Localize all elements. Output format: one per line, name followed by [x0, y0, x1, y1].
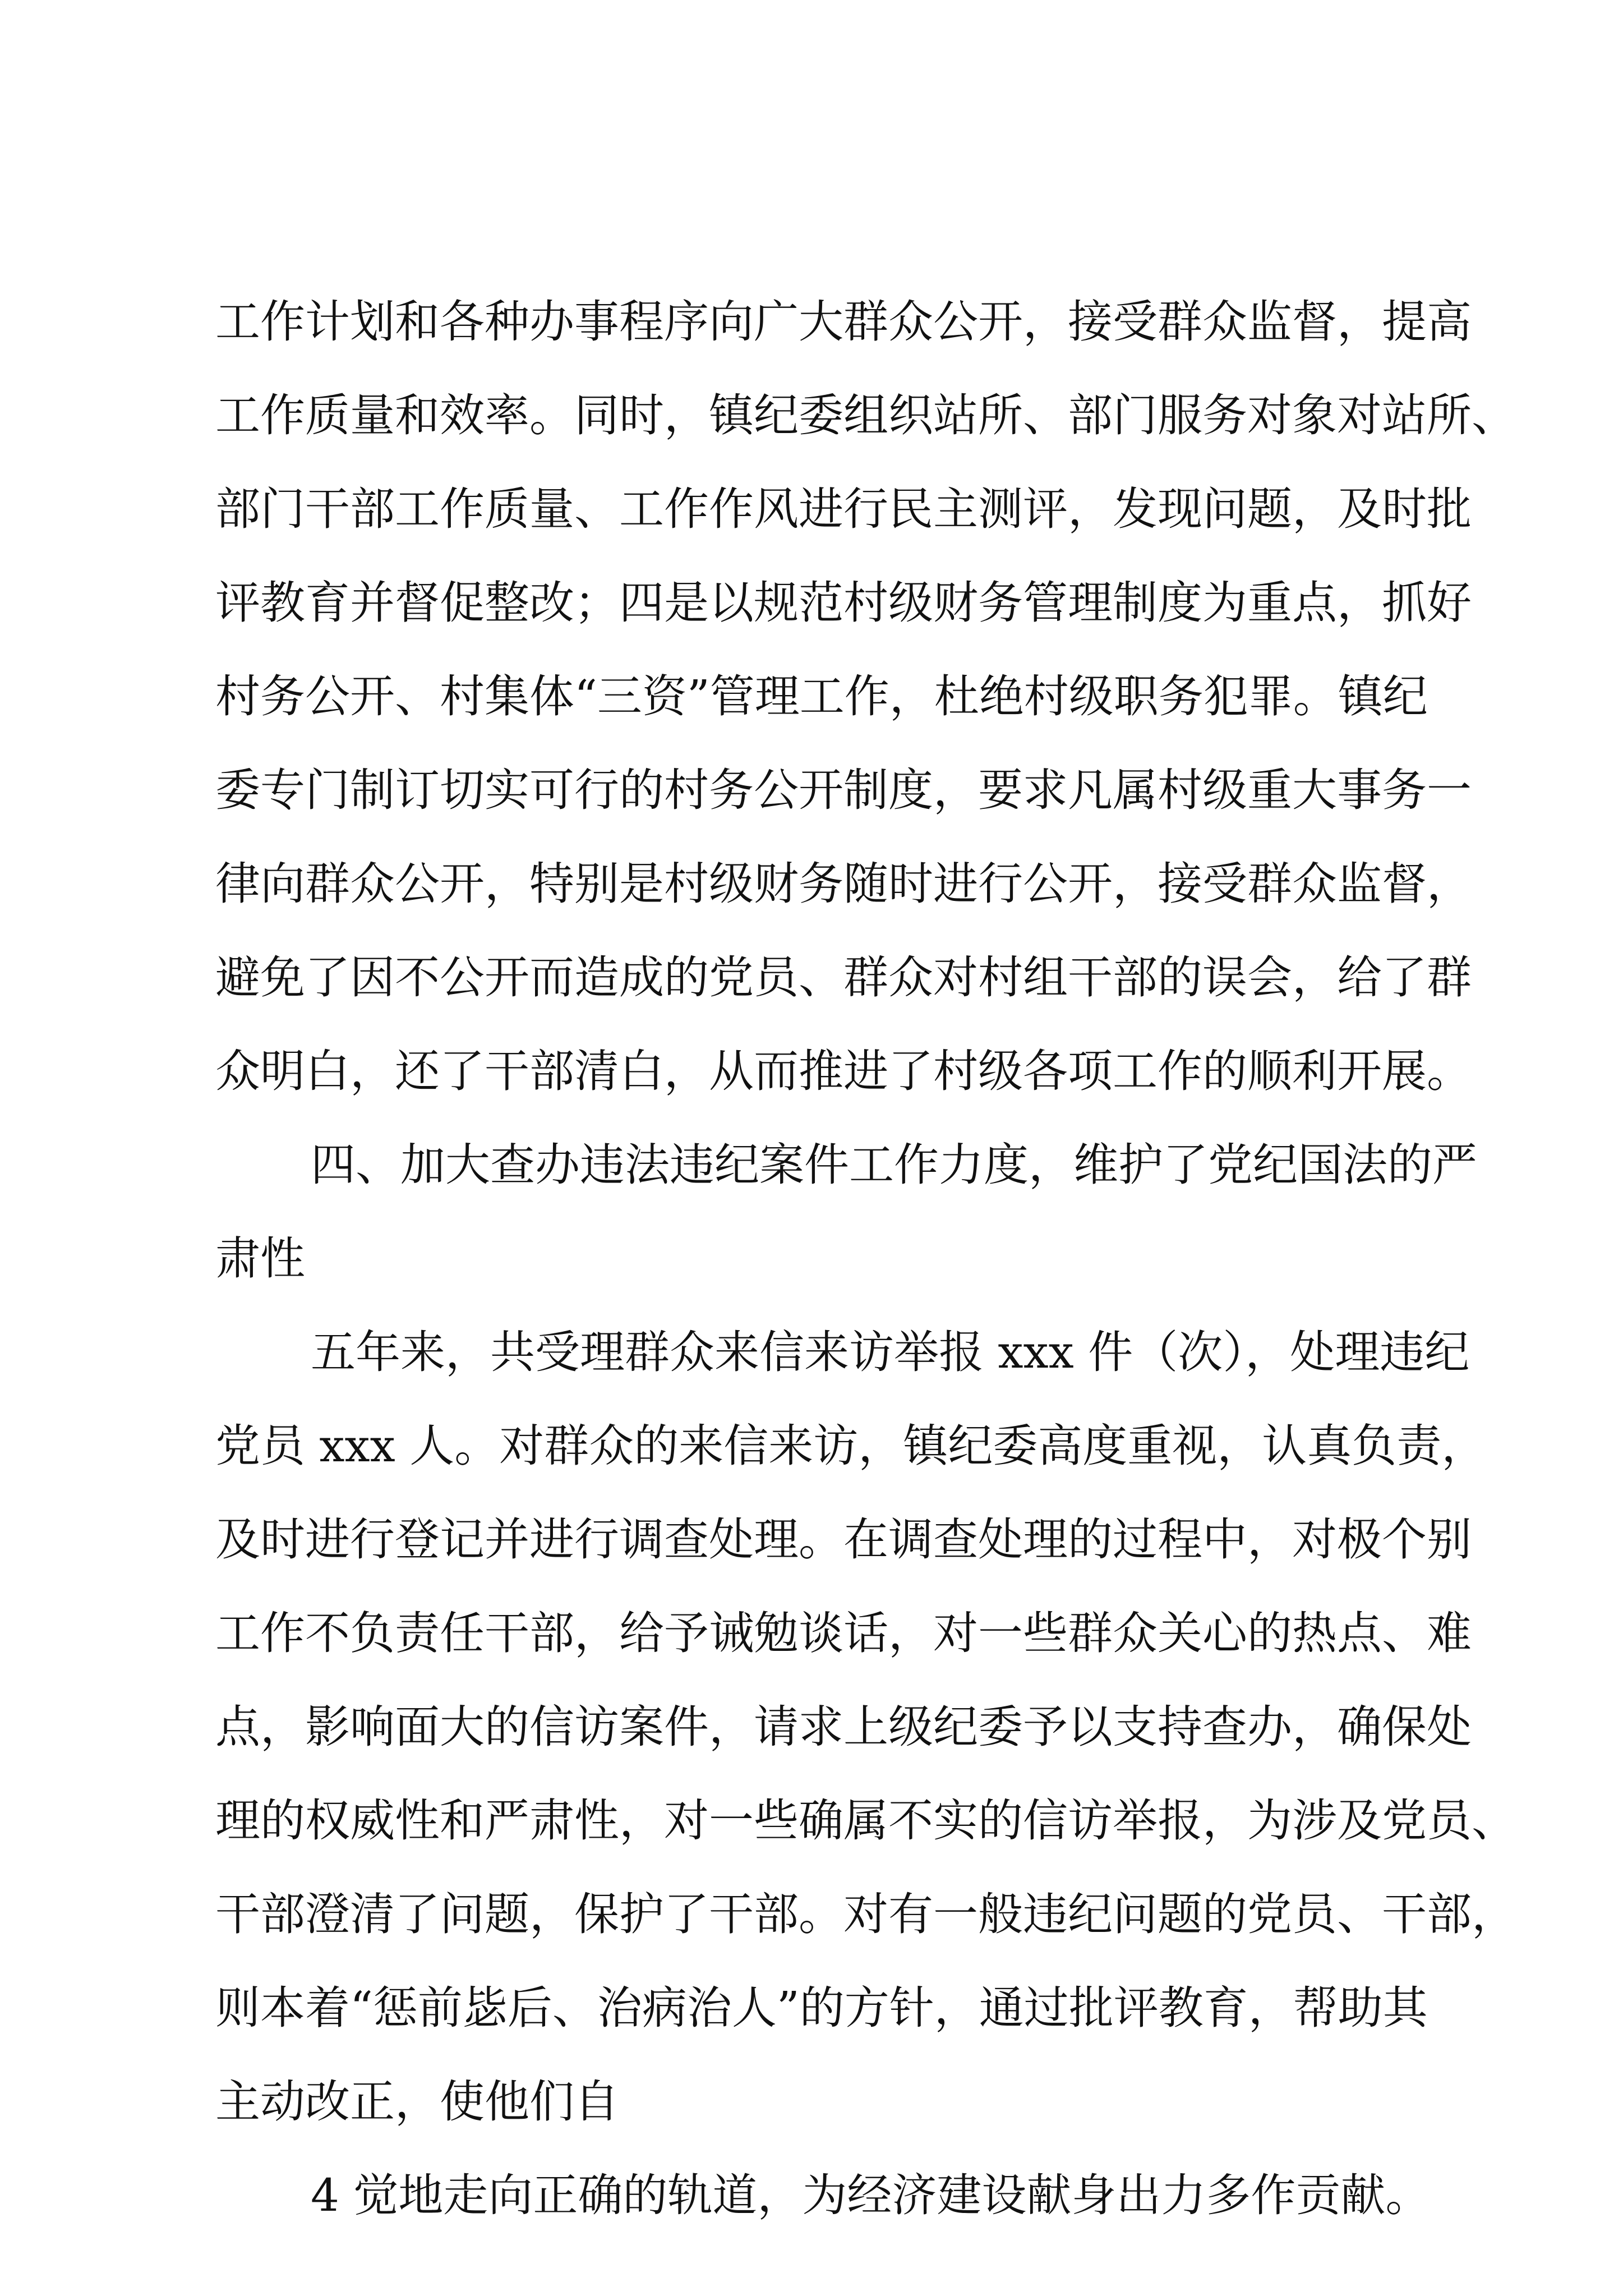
text-line: 理的权威性和严肃性，对一些确属不实的信访举报，为涉及党员、: [215, 1795, 1516, 1847]
section-heading-line: 肃性: [215, 1232, 305, 1285]
text-line: 党员 xxx 人。对群众的来信来访，镇纪委高度重视，认真负责，: [215, 1420, 1487, 1472]
section-heading-line: 四、加大查办违法违纪案件工作力度，维护了党纪国法的严: [311, 1139, 1477, 1191]
text-line: 部门干部工作质量、工作作风进行民主测评，发现问题，及时批: [215, 483, 1472, 535]
text-line: 工作计划和各种办事程序向广大群众公开，接受群众监督，提高: [215, 296, 1472, 348]
text-line: 工作质量和效率。同时，镇纪委组织站所、部门服务对象对站所、: [215, 389, 1516, 441]
text-line: 避免了因不公开而造成的党员、群众对村组干部的误会，给了群: [215, 951, 1472, 1004]
text-line: 主动改正，使他们自: [215, 2076, 619, 2128]
text-line: 干部澄清了问题，保护了干部。对有一般违纪问题的党员、干部，: [215, 1888, 1516, 1940]
text-line: 则本着“惩前毖后、治病治人”的方针，通过批评教育，帮助其: [215, 1982, 1428, 2034]
text-line: 及时进行登记并进行调查处理。在调查处理的过程中，对极个别: [215, 1513, 1472, 1566]
text-line: 4 觉地走向正确的轨道，为经济建设献身出力多作贡献。: [311, 2169, 1431, 2221]
text-line: 五年来，共受理群众来信来访举报 xxx 件（次），处理违纪: [311, 1326, 1470, 1378]
text-line: 律向群众公开，特别是村级财务随时进行公开，接受群众监督，: [215, 858, 1472, 910]
text-line: 众明白，还了干部清白，从而推进了村级各项工作的顺利开展。: [215, 1045, 1472, 1097]
text-line: 村务公开、村集体“三资”管理工作，杜绝村级职务犯罪。镇纪: [215, 670, 1428, 723]
text-line: 委专门制订切实可行的村务公开制度，要求凡属村级重大事务一: [215, 764, 1472, 816]
text-line: 评教育并督促整改；四是以规范村级财务管理制度为重点，抓好: [215, 577, 1472, 629]
text-line: 点，影响面大的信访案件，请求上级纪委予以支持查办，确保处: [215, 1701, 1472, 1753]
text-line: 工作不负责任干部，给予诫勉谈话，对一些群众关心的热点、难: [215, 1607, 1472, 1659]
